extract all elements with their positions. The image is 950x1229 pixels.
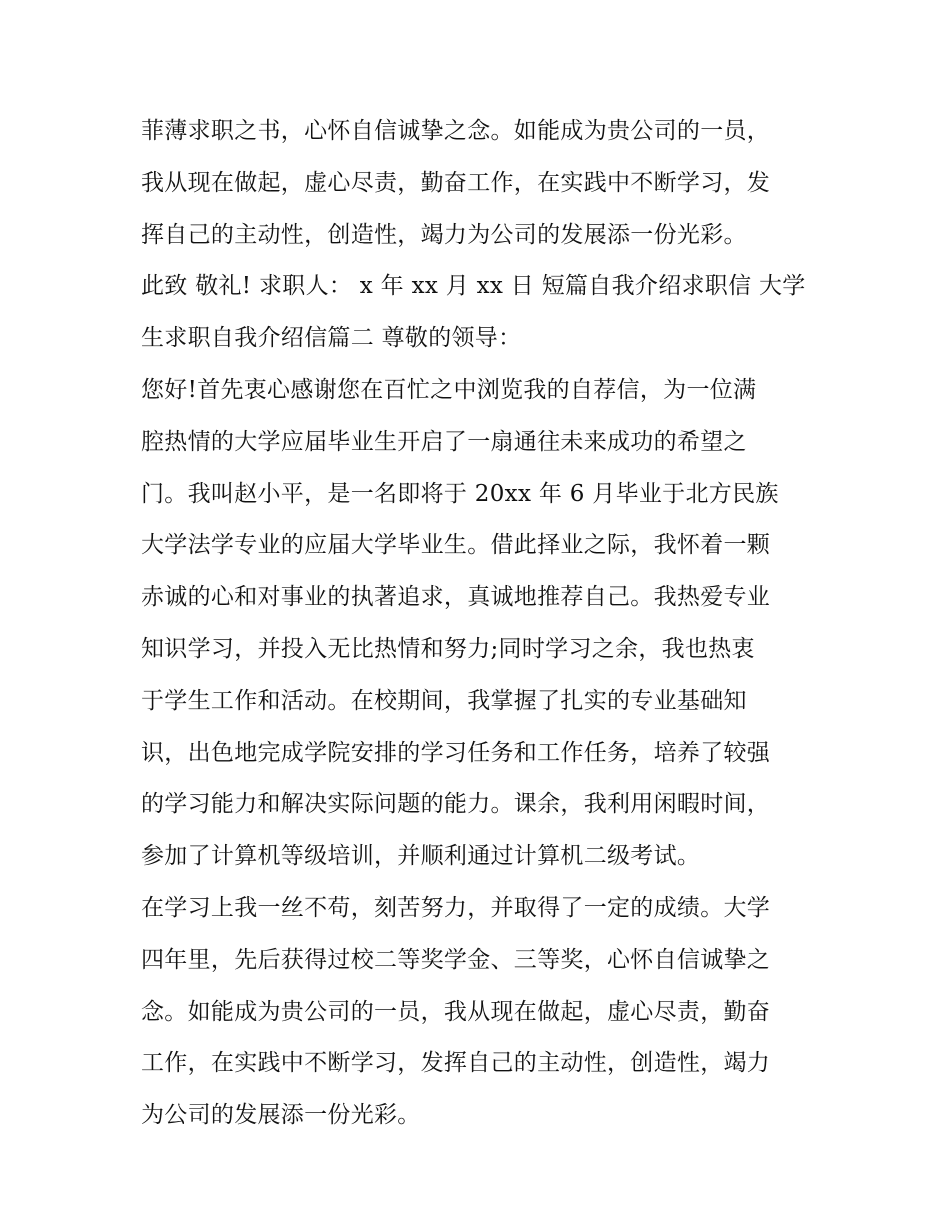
text-line: 我从现在做起，虚心尽责，勤奋工作，在实践中不断学习，发	[141, 169, 771, 196]
text-line: 您好!首先衷心感谢您在百忙之中浏览我的自荐信，为一位满	[141, 376, 757, 403]
text-line: 此致 敬礼! 求职人： x 年 xx 月 xx 日 短篇自我介绍求职信 大学	[141, 273, 806, 300]
text-line: 为公司的发展添一份光彩。	[141, 1102, 421, 1129]
text-line: 挥自己的主动性，创造性，竭力为公司的发展添一份光彩。	[141, 221, 747, 248]
text-line: 识，出色地完成学院安排的学习任务和工作任务，培养了较强	[141, 739, 771, 766]
text-line: 腔热情的大学应届毕业生开启了一扇通往未来成功的希望之	[141, 428, 747, 455]
text-line: 于学生工作和活动。在校期间，我掌握了扎实的专业基础知	[141, 687, 747, 714]
text-line: 门。我叫赵小平，是一名即将于 20xx 年 6 月毕业于北方民族	[141, 480, 779, 507]
text-line: 工作，在实践中不断学习，发挥自己的主动性，创造性，竭力	[141, 1050, 771, 1077]
text-line: 在学习上我一丝不苟，刻苦努力，并取得了一定的成绩。大学	[141, 894, 771, 921]
text-line: 菲薄求职之书，心怀自信诚挚之念。如能成为贵公司的一员，	[141, 118, 771, 144]
text-line: 生求职自我介绍信篇二 尊敬的领导：	[141, 325, 522, 352]
letter-body-text	[141, 106, 821, 1142]
text-line: 知识学习，并投入无比热情和努力;同时学习之余，我也热衷	[141, 635, 755, 662]
text-line: 参加了计算机等级培训，并顺利通过计算机二级考试。	[141, 843, 701, 870]
text-line: 大学法学专业的应届大学毕业生。借此择业之际，我怀着一颗	[141, 532, 771, 559]
text-line: 赤诚的心和对事业的执著追求，真诚地推荐自己。我热爱专业	[141, 584, 771, 611]
text-line: 的学习能力和解决实际问题的能力。课余，我利用闲暇时间，	[141, 791, 771, 818]
text-line: 念。如能成为贵公司的一员，我从现在做起，虚心尽责，勤奋	[141, 998, 771, 1025]
text-line: 四年里，先后获得过校二等奖学金、三等奖，心怀自信诚挚之	[141, 946, 771, 973]
